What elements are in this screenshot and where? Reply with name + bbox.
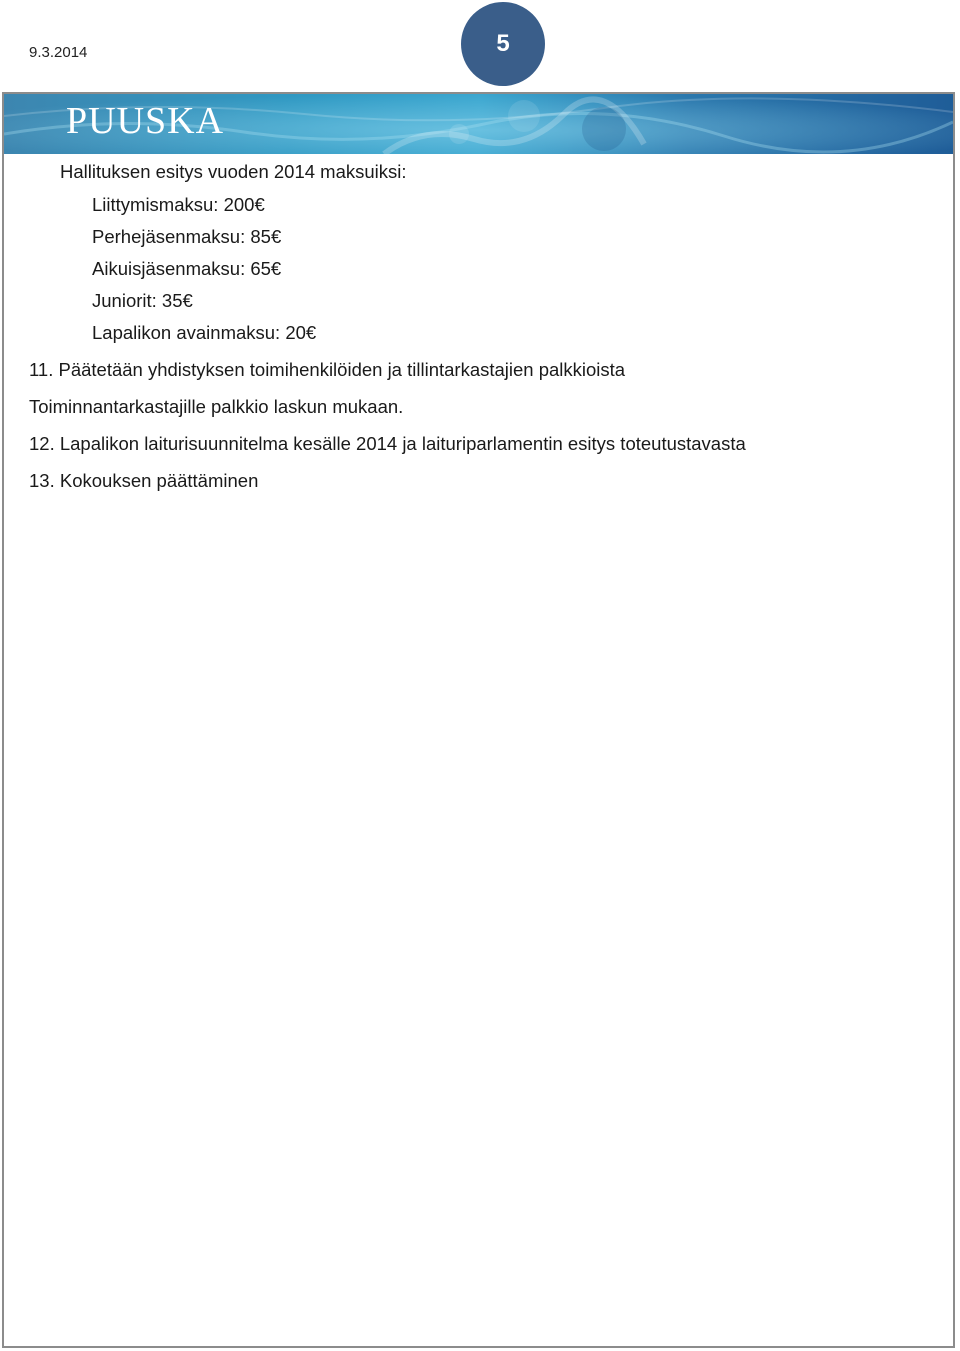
fee-item: Liittymismaksu: 200€ (92, 194, 265, 215)
agenda-item-13: 13. Kokouksen päättäminen (29, 470, 259, 491)
header-banner (4, 94, 953, 154)
page-number: 5 (496, 30, 510, 57)
page-number-badge (461, 2, 545, 86)
page-frame (2, 92, 955, 1348)
fees-heading: Hallituksen esitys vuoden 2014 maksuiksi: (60, 161, 407, 182)
banner-title: PUUSKA (66, 100, 225, 142)
agenda-item-11-note: Toiminnantarkastajille palkkio laskun mukaan. (29, 396, 404, 417)
fee-item: Juniorit: 35€ (92, 290, 193, 311)
agenda-item-12: 12. Lapalikon laiturisuunnitelma kesälle 2014 ja laituriparlamentin esitys toteutustavasta (29, 433, 746, 454)
fee-item: Lapalikon avainmaksu: 20€ (92, 322, 317, 343)
fee-item: Perhejäsenmaksu: 85€ (92, 226, 282, 247)
fee-item: Aikuisjäsenmaksu: 65€ (92, 258, 282, 279)
agenda-item-11: 11. Päätetään yhdistyksen toimihenkilöiden ja tillintarkastajien palkkioista (29, 359, 626, 380)
document-date: 9.3.2014 (29, 44, 88, 61)
